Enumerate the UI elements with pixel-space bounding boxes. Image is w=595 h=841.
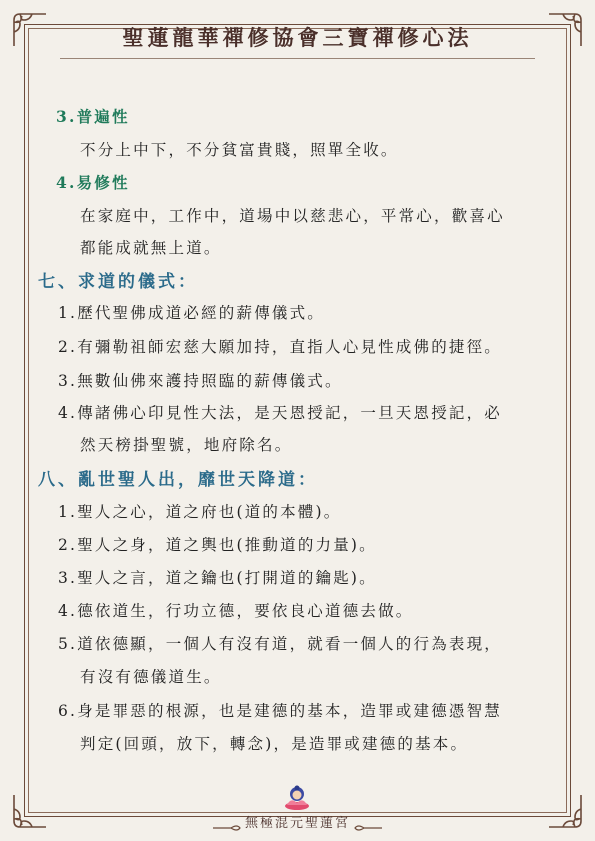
subheading: 3.普遍性: [56, 107, 130, 126]
list-item: 2.聖人之身，道之輿也(推動道的力量)。: [58, 536, 377, 554]
list-item: 3.無數仙佛來護持照臨的薪傳儀式。: [58, 372, 343, 390]
list-item-continued: 判定(回頭，放下，轉念)，是造罪或建德的基本。: [80, 735, 469, 753]
list-item: 3.聖人之言，道之鑰也(打開道的鑰匙)。: [58, 569, 377, 587]
list-item: 1.歷代聖佛成道必經的薪傳儀式。: [58, 304, 325, 322]
list-item: 5.道依德顯，一個人有沒有道，就看一個人的行為表現，: [58, 635, 502, 653]
list-item-continued: 有沒有德儀道生。: [80, 668, 222, 686]
footer-flourish-icon: [354, 817, 382, 825]
list-item: 4.傳諸佛心印見性大法，是天恩授記，一旦天恩授記，必: [58, 404, 502, 422]
subheading: 4.易修性: [56, 173, 130, 192]
list-item: 1.聖人之心，道之府也(道的本體)。: [58, 503, 342, 521]
footer-label: 無極混元聖蓮宮: [244, 816, 350, 831]
page-title: 聖蓮龍華禪修協會三寶禪修心法: [122, 25, 473, 50]
paragraph-line: 不分上中下，不分貧富貴賤，照單全收。: [80, 141, 399, 159]
paragraph-line: 在家庭中，工作中，道場中以慈悲心，平常心，歡喜心: [80, 207, 505, 225]
list-item: 4.德依道生，行功立德，要依良心道德去做。: [58, 602, 414, 620]
lotus-buddha-logo-icon: [283, 783, 311, 811]
section-heading: 七、求道的儀式：: [38, 272, 198, 292]
list-item: 2.有彌勒祖師宏慈大願加持，直指人心見性成佛的捷徑。: [58, 338, 502, 356]
list-item-continued: 然天榜掛聖號，地府除名。: [80, 436, 293, 454]
list-item: 6.身是罪惡的根源，也是建德的基本，造罪或建德憑智慧: [58, 702, 502, 720]
title-divider: [60, 58, 535, 59]
paragraph-line: 都能成就無上道。: [80, 239, 222, 257]
section-heading: 八、亂世聖人出，靡世天降道：: [38, 470, 318, 490]
